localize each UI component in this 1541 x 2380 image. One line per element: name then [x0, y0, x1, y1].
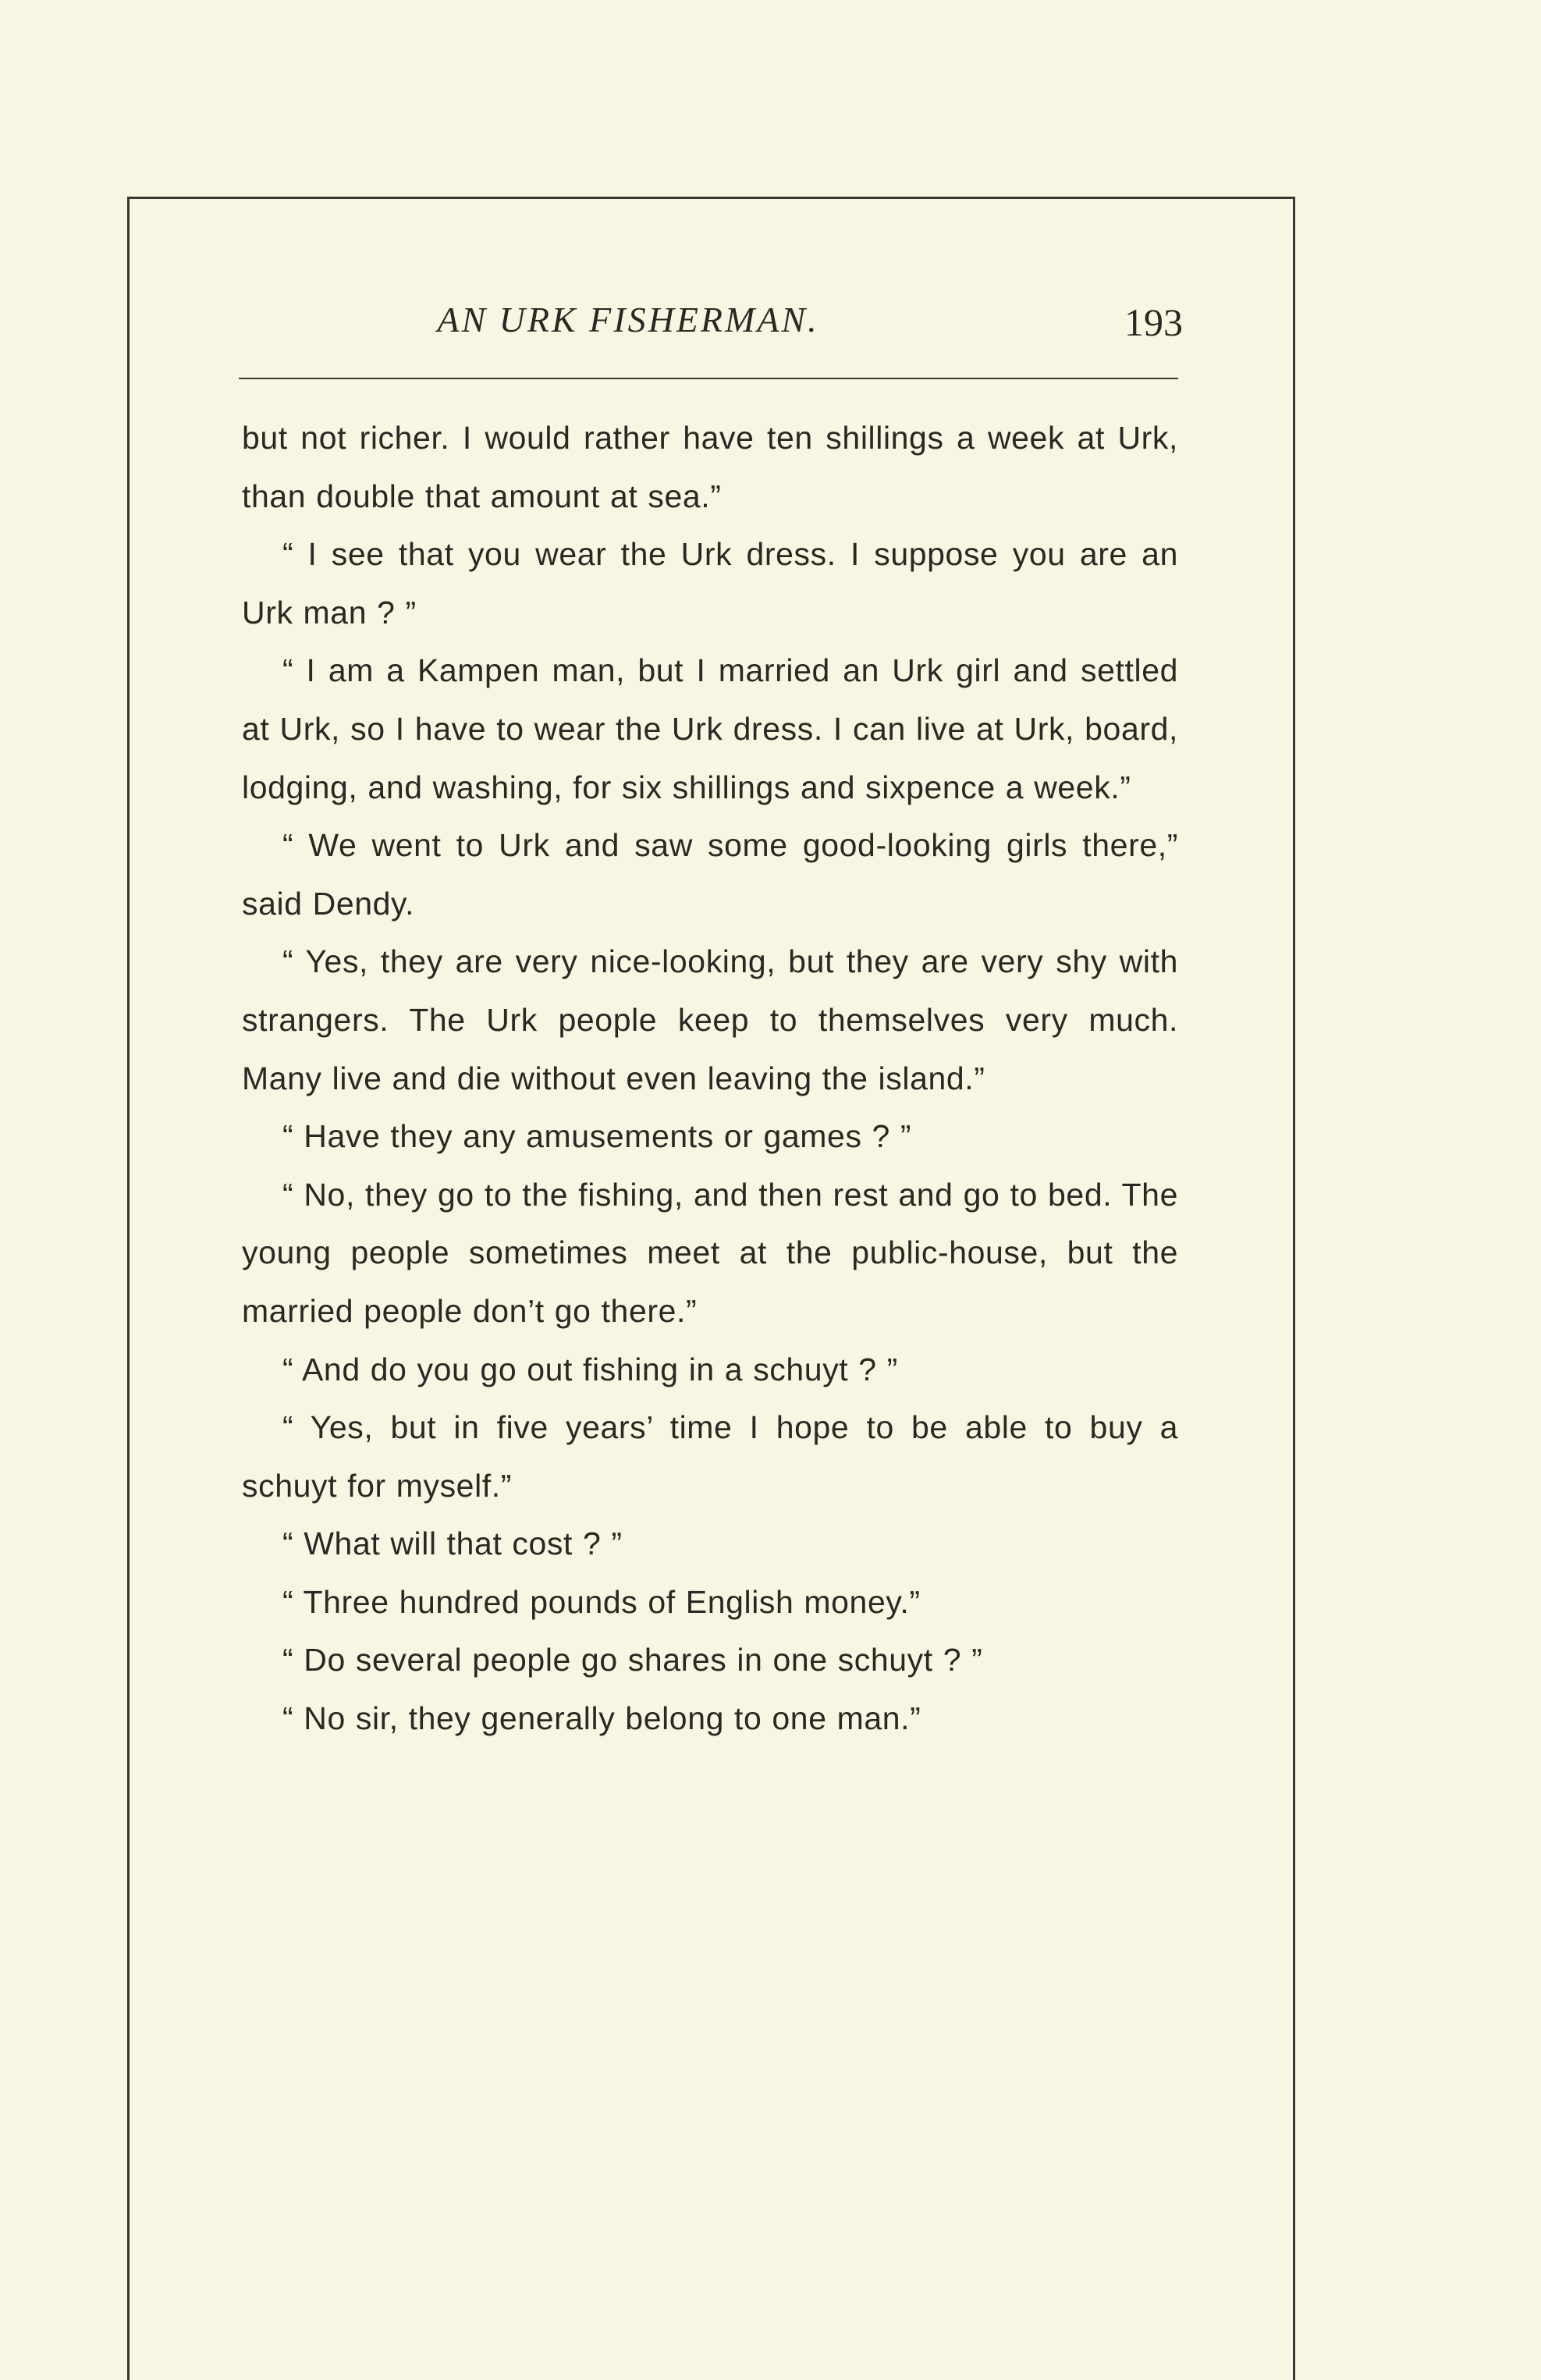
frame-right-line — [1293, 197, 1295, 2380]
paragraph: “ We went to Urk and saw some good-looking girls there,” said Dendy. — [242, 827, 1178, 922]
page-number: 193 — [1124, 300, 1183, 344]
paragraph: “ I see that you wear the Urk dress. I suppose you are an Urk man ? ” — [242, 536, 1178, 631]
paragraph: “ No, they go to the fishing, and then rest and go to bed. The young people sometimes meet at the public-house, but the married people don’t go there.” — [242, 1176, 1178, 1329]
frame-top-line — [127, 197, 1295, 199]
paragraph: “ And do you go out fishing in a schuyt ? ” — [282, 1351, 898, 1387]
paragraph: but not richer. I would rather have ten shillings a week at Urk, than double that amount at sea.” — [242, 420, 1178, 514]
paragraph: “ Do several people go shares in one schuyt ? ” — [282, 1642, 983, 1678]
body-text — [242, 409, 1178, 1748]
frame-left-line — [127, 197, 130, 2380]
paragraph: “ Three hundred pounds of English money.” — [282, 1583, 921, 1620]
running-head: AN URK FISHERMAN. — [437, 300, 819, 339]
paragraph: “ Yes, they are very nice-looking, but they are very shy with strangers. The Urk people keep to themselves very much. Many live and die without even leaving the island.” — [242, 943, 1178, 1096]
paragraph: “ Yes, but in five years’ time I hope to be able to buy a schuyt for myself.” — [242, 1409, 1178, 1504]
paragraph: “ Have they any amusements or games ? ” — [282, 1118, 912, 1155]
paragraph: “ No sir, they generally belong to one man.” — [282, 1700, 921, 1737]
head-rule — [239, 378, 1178, 379]
paragraph: “ I am a Kampen man, but I married an Urk girl and settled at Urk, so I have to wear the Urk dress. I can live at Urk, board, lodging, and washing, for six shillings and sixpence a week.” — [242, 652, 1178, 805]
paragraph: “ What will that cost ? ” — [282, 1526, 623, 1562]
